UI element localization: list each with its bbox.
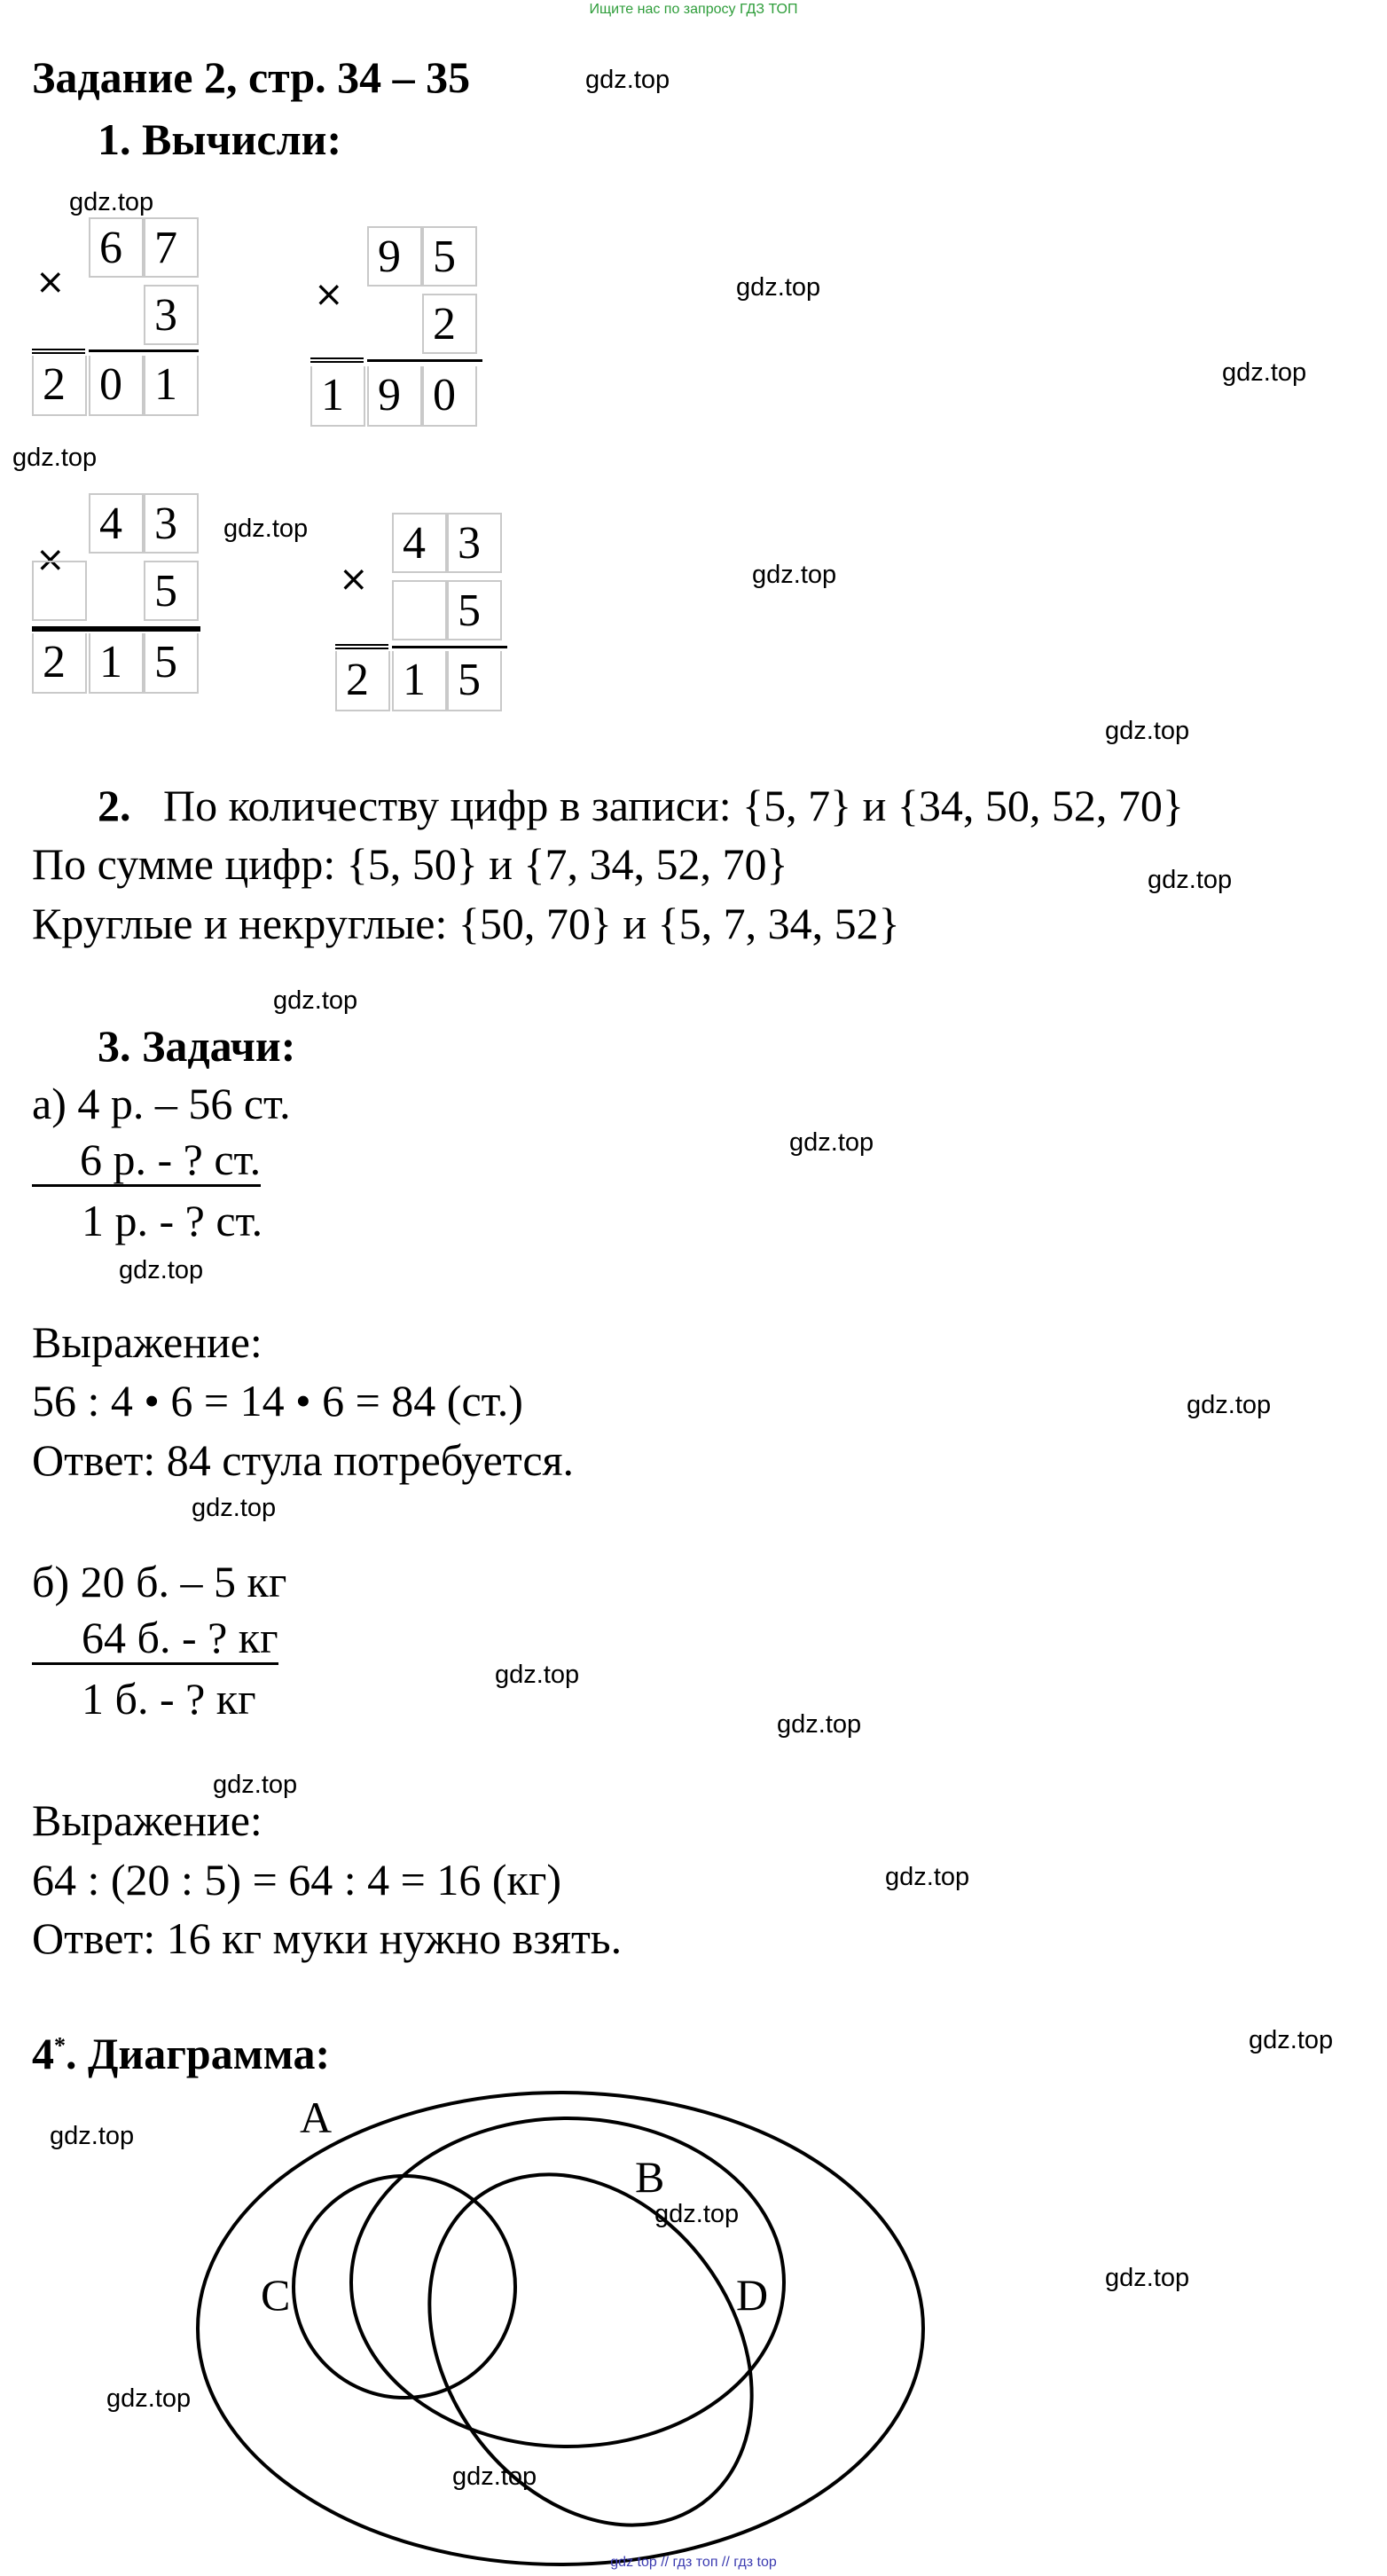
task3b-line3: 1 б. - ? кг [82, 1674, 256, 1724]
task3a-line1: а) 4 р. – 56 ст. [32, 1079, 291, 1128]
watermark: gdz.top [119, 1256, 204, 1284]
watermark: gdz.top [452, 2462, 537, 2491]
watermark: gdz.top [213, 1771, 298, 1799]
digit-cell: 3 [144, 285, 199, 345]
watermark: gdz.top [1249, 2026, 1334, 2054]
digit-cell: 2 [32, 633, 87, 694]
task2-line2: По сумме цифр: {5, 50} и {7, 34, 52, 70} [32, 839, 788, 889]
digit-cell: 2 [335, 651, 390, 711]
digit-cell: 0 [89, 356, 144, 416]
multiply-sign: × [339, 559, 369, 600]
watermark: gdz.top [1222, 358, 1307, 387]
digit-cell: 0 [422, 366, 477, 427]
page-title: Задание 2, стр. 34 – 35 [32, 52, 471, 102]
watermark: gdz.top [789, 1128, 874, 1157]
watermark: gdz.top [106, 2384, 192, 2413]
digit-cell: 5 [422, 226, 477, 287]
multiply-sign: × [35, 539, 66, 580]
label-d: D [736, 2270, 769, 2320]
digit-cell: 5 [447, 580, 502, 640]
watermark: gdz.top [585, 66, 670, 94]
watermark: gdz.top [69, 188, 154, 216]
digit-cell: 1 [392, 651, 447, 711]
watermark: gdz.top [885, 1863, 970, 1891]
watermark: gdz.top [1148, 866, 1233, 894]
watermark: gdz.top [777, 1710, 862, 1739]
set-c-circle [294, 2176, 515, 2398]
watermark: gdz.top [495, 1661, 580, 1689]
label-a: A [300, 2093, 333, 2142]
top-banner: Ищите нас по запросу ГДЗ ТОП [589, 2, 798, 17]
task3a-line2: 6 р. - ? ст. [32, 1135, 261, 1187]
watermark: gdz.top [1187, 1391, 1272, 1419]
watermark: gdz.top [12, 444, 98, 472]
digit-cell: 2 [422, 294, 477, 354]
task3a-expression: 56 : 4 • 6 = 14 • 6 = 84 (ст.) [32, 1376, 523, 1425]
task2-line1: По количеству цифр в записи: {5, 7} и {34, 50, 52, 70} [163, 781, 1184, 830]
digit-cell: 6 [89, 217, 144, 278]
task3a-expr-label: Выражение: [32, 1317, 263, 1367]
task3b-line1: б) 20 б. – 5 кг [32, 1557, 287, 1606]
watermark: gdz.top [192, 1494, 277, 1522]
task4-title: . Диаграмма: [66, 2029, 331, 2078]
multiply-sign: × [314, 274, 344, 315]
digit-cell: 1 [89, 633, 144, 694]
digit-cell: 5 [144, 561, 199, 621]
watermark: gdz.top [50, 2122, 135, 2150]
watermark: gdz.top [1105, 2264, 1190, 2292]
digit-cell: 5 [447, 651, 502, 711]
footer: gdz top // гдз топ // гдз top [610, 2555, 777, 2570]
task2-num: 2. [98, 781, 131, 830]
task3-heading: 3. Задачи: [98, 1021, 296, 1071]
task1-heading: 1. Вычисли: [98, 114, 342, 164]
watermark: gdz.top [1105, 717, 1190, 745]
task3b-expression: 64 : (20 : 5) = 64 : 4 = 16 (кг) [32, 1855, 561, 1905]
task4-num: 4 [32, 2029, 54, 2078]
digit-cell: 4 [392, 513, 447, 573]
label-c: C [261, 2270, 291, 2320]
watermark: gdz.top [736, 273, 821, 302]
digit-cell: 3 [447, 513, 502, 573]
task3a-line3: 1 р. - ? ст. [82, 1196, 263, 1245]
task3b-answer: Ответ: 16 кг муки нужно взять. [32, 1913, 623, 1963]
digit-cell: 5 [144, 633, 199, 694]
task4-star: * [54, 2032, 66, 2059]
set-a-ellipse [198, 2093, 923, 2564]
digit-cell: 1 [310, 366, 365, 427]
digit-cell: 2 [32, 356, 87, 416]
watermark: gdz.top [223, 514, 309, 543]
digit-cell: 9 [367, 226, 422, 287]
set-d-ellipse [363, 2112, 819, 2576]
digit-cell: 9 [367, 366, 422, 427]
task3b-line2: 64 б. - ? кг [32, 1613, 278, 1665]
label-b: B [635, 2152, 665, 2202]
watermark: gdz.top [273, 986, 358, 1015]
task3b-expr-label: Выражение: [32, 1795, 263, 1845]
digit-cell: 7 [144, 217, 199, 278]
watermark: gdz.top [654, 2200, 740, 2228]
digit-cell: 4 [89, 493, 144, 554]
digit-cell: 1 [144, 356, 199, 416]
watermark: gdz.top [752, 561, 837, 589]
task2-line3: Круглые и некруглые: {50, 70} и {5, 7, 34, 52} [32, 899, 900, 948]
multiply-sign: × [35, 262, 66, 302]
task3a-answer: Ответ: 84 стула потребуется. [32, 1435, 575, 1485]
digit-cell: 3 [144, 493, 199, 554]
